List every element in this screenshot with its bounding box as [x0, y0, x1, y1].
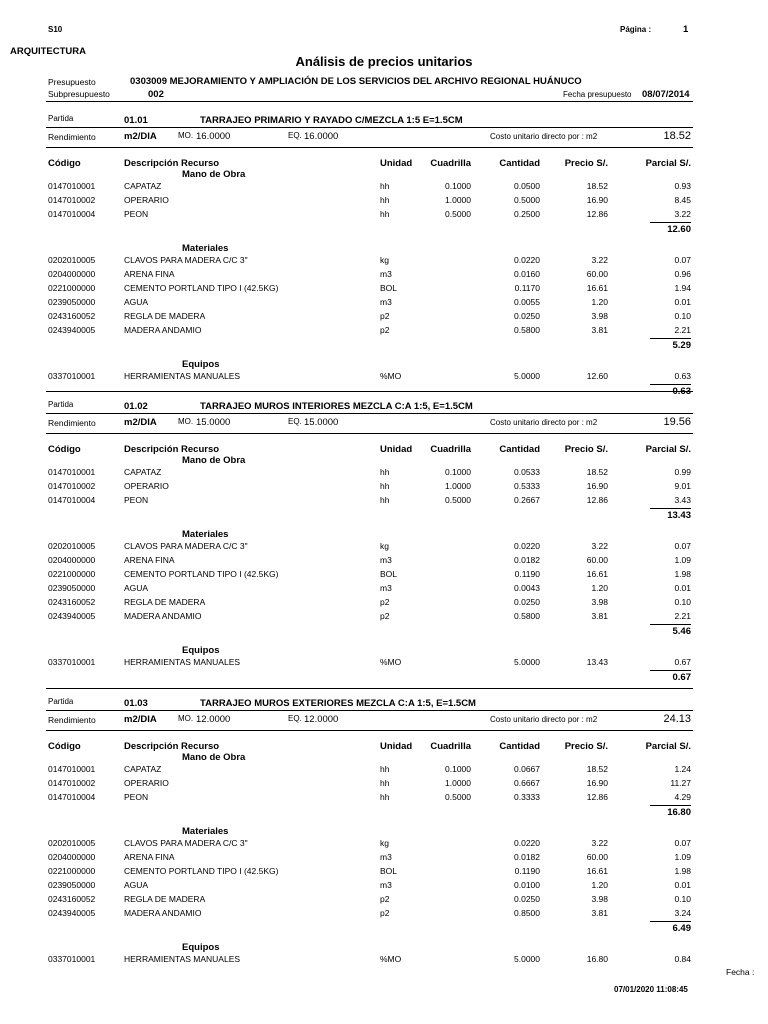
resource-unit: p2 [380, 611, 390, 621]
resource-code: 0204000000 [48, 852, 96, 862]
resource-parcial: 3.43 [674, 495, 691, 505]
col-header-descripcion: Descripción Recurso [124, 444, 220, 455]
resource-parcial: 0.93 [674, 181, 691, 191]
resource-precio: 18.52 [586, 181, 608, 191]
mano-de-obra-subtotal: 12.60 [667, 224, 691, 235]
print-timestamp: 07/01/2020 11:08:45 [614, 985, 688, 994]
resource-code: 0243940005 [48, 325, 96, 335]
resource-code: 0337010001 [48, 657, 96, 667]
costo-unitario-label: Costo unitario directo por : m2 [490, 132, 598, 141]
col-header-cuadrilla: Cuadrilla [430, 444, 471, 455]
fecha-presupuesto-value: 08/07/2014 [642, 89, 690, 100]
resource-code: 0147010004 [48, 792, 96, 802]
costo-unitario-label: Costo unitario directo por : m2 [490, 715, 598, 724]
fecha-label: Fecha : [726, 967, 755, 977]
resource-precio: 3.81 [591, 908, 608, 918]
subpresupuesto-value: 002 [148, 89, 164, 100]
resource-parcial: 3.22 [674, 209, 691, 219]
resource-description: OPERARIO [124, 481, 169, 491]
resource-unit: hh [380, 495, 390, 505]
resource-unit: m3 [380, 555, 392, 565]
resource-cantidad: 0.5333 [514, 481, 540, 491]
resource-parcial: 0.07 [674, 255, 691, 265]
resource-description: CEMENTO PORTLAND TIPO I (42.5KG) [124, 569, 279, 579]
partida-code: 01.01 [124, 115, 148, 126]
presupuesto-label: Presupuesto [48, 77, 96, 87]
resource-precio: 12.86 [586, 792, 608, 802]
resource-parcial: 0.01 [674, 297, 691, 307]
resource-code: 0147010004 [48, 209, 96, 219]
resource-unit: p2 [380, 908, 390, 918]
resource-description: PEON [124, 495, 149, 505]
resource-precio: 3.81 [591, 611, 608, 621]
header-divider [46, 101, 693, 102]
eq-label: EQ. [288, 714, 302, 723]
resource-description: MADERA ANDAMIO [124, 908, 202, 918]
resource-cantidad: 5.0000 [514, 657, 540, 667]
col-header-parcial: Parcial S/. [645, 741, 691, 752]
resource-cantidad: 0.0220 [514, 838, 540, 848]
resource-unit: hh [380, 467, 390, 477]
resource-parcial: 1.24 [674, 764, 691, 774]
resource-cantidad: 0.0182 [514, 555, 540, 565]
resource-cantidad: 0.1190 [514, 866, 540, 876]
costo-unitario-label: Costo unitario directo por : m2 [490, 418, 598, 427]
resource-unit: hh [380, 778, 390, 788]
resource-precio: 13.43 [586, 657, 608, 667]
col-header-codigo: Código [48, 444, 81, 455]
resource-code: 0147010001 [48, 467, 96, 477]
resource-precio: 1.20 [591, 880, 608, 890]
resource-parcial: 0.07 [674, 838, 691, 848]
resource-code: 0202010005 [48, 838, 96, 848]
resource-code: 0202010005 [48, 541, 96, 551]
resource-parcial: 1.09 [674, 555, 691, 565]
resource-unit: hh [380, 481, 390, 491]
resource-precio: 3.98 [591, 311, 608, 321]
resource-parcial: 4.29 [674, 792, 691, 802]
mano-de-obra-total-line [650, 508, 691, 509]
materiales-heading: Materiales [182, 529, 229, 540]
resource-description: PEON [124, 792, 149, 802]
page-label: Página : [620, 25, 652, 34]
resource-unit: BOL [380, 283, 398, 293]
resource-precio: 16.90 [586, 195, 608, 205]
eq-value: 15.0000 [304, 417, 339, 428]
col-header-precio: Precio S/. [564, 444, 608, 455]
resource-cantidad: 0.3333 [514, 792, 540, 802]
resource-unit: %MO [380, 657, 402, 667]
resource-cantidad: 0.0250 [514, 894, 540, 904]
resource-code: 0243940005 [48, 611, 96, 621]
resource-parcial: 0.99 [674, 467, 691, 477]
resource-code: 0337010001 [48, 954, 96, 964]
fecha-presupuesto-label: Fecha presupuesto [563, 90, 632, 99]
resource-unit: BOL [380, 866, 398, 876]
resource-parcial: 1.09 [674, 852, 691, 862]
rendimiento-label: Rendimiento [48, 715, 96, 725]
resource-unit: hh [380, 209, 390, 219]
costo-unitario-value: 18.52 [663, 130, 691, 142]
resource-cuadrilla: 0.1000 [445, 181, 471, 191]
section-end-divider [46, 688, 693, 689]
resource-cantidad: 0.0533 [514, 467, 540, 477]
resource-description: AGUA [124, 880, 149, 890]
resource-description: CAPATAZ [124, 181, 162, 191]
materiales-total-line [650, 921, 691, 922]
resource-cantidad: 0.0500 [514, 181, 540, 191]
resource-cantidad: 0.1190 [514, 569, 540, 579]
resource-code: 0239050000 [48, 880, 96, 890]
resource-precio: 3.22 [591, 541, 608, 551]
rendimiento-label: Rendimiento [48, 418, 96, 428]
resource-cantidad: 0.8500 [514, 908, 540, 918]
materiales-subtotal: 6.49 [672, 923, 691, 934]
resource-cantidad: 0.0055 [514, 297, 540, 307]
resource-code: 0147010002 [48, 195, 96, 205]
resource-cantidad: 0.0100 [514, 880, 540, 890]
resource-cantidad: 0.6667 [514, 778, 540, 788]
column-header-divider [46, 433, 693, 434]
resource-parcial: 0.63 [674, 371, 691, 381]
resource-description: MADERA ANDAMIO [124, 325, 202, 335]
col-header-descripcion: Descripción Recurso [124, 158, 220, 169]
resource-cantidad: 0.2667 [514, 495, 540, 505]
resource-parcial: 0.67 [674, 657, 691, 667]
resource-description: HERRAMIENTAS MANUALES [124, 954, 241, 964]
mo-label: MO. [178, 714, 194, 723]
resource-precio: 12.86 [586, 495, 608, 505]
mano-de-obra-total-line [650, 222, 691, 223]
resource-parcial: 9.01 [674, 481, 691, 491]
resource-parcial: 3.24 [674, 908, 691, 918]
rendimiento-unit: m2/DIA [124, 714, 157, 725]
resource-cantidad: 0.0160 [514, 269, 540, 279]
presupuesto-value: 0303009 MEJORAMIENTO Y AMPLIACIÓN DE LOS SERVICIOS DEL ARCHIVO REGIONAL HUÁNUCO [130, 76, 582, 87]
resource-parcial: 2.21 [674, 611, 691, 621]
resource-parcial: 0.01 [674, 583, 691, 593]
materiales-total-line [650, 624, 691, 625]
resource-unit: p2 [380, 311, 390, 321]
section-end-divider [46, 391, 693, 392]
resource-description: OPERARIO [124, 778, 169, 788]
resource-description: OPERARIO [124, 195, 169, 205]
section-title: ARQUITECTURA [10, 46, 86, 57]
eq-label: EQ. [288, 417, 302, 426]
resource-parcial: 0.01 [674, 880, 691, 890]
col-header-descripcion: Descripción Recurso [124, 741, 220, 752]
resource-description: REGLA DE MADERA [124, 894, 206, 904]
mo-value: 15.0000 [196, 417, 231, 428]
equipos-total-line [650, 670, 691, 671]
resource-description: ARENA FINA [124, 555, 175, 565]
col-header-codigo: Código [48, 158, 81, 169]
equipos-heading: Equipos [182, 645, 220, 656]
eq-value: 12.0000 [304, 714, 339, 725]
resource-cuadrilla: 1.0000 [445, 481, 471, 491]
resource-precio: 60.00 [586, 555, 608, 565]
col-header-precio: Precio S/. [564, 741, 608, 752]
resource-parcial: 0.10 [674, 894, 691, 904]
resource-cantidad: 0.2500 [514, 209, 540, 219]
resource-parcial: 0.10 [674, 597, 691, 607]
resource-unit: kg [380, 838, 389, 848]
resource-parcial: 0.96 [674, 269, 691, 279]
resource-unit: kg [380, 255, 389, 265]
mano-de-obra-subtotal: 16.80 [667, 807, 691, 818]
resource-precio: 16.61 [586, 569, 608, 579]
resource-code: 0221000000 [48, 569, 96, 579]
resource-description: REGLA DE MADERA [124, 311, 206, 321]
resource-parcial: 0.10 [674, 311, 691, 321]
page-title: Análisis de precios unitarios [295, 54, 473, 69]
resource-unit: hh [380, 764, 390, 774]
resource-unit: p2 [380, 894, 390, 904]
eq-label: EQ. [288, 131, 302, 140]
resource-cantidad: 0.5800 [514, 611, 540, 621]
column-header-divider [46, 730, 693, 731]
resource-description: REGLA DE MADERA [124, 597, 206, 607]
resource-unit: p2 [380, 325, 390, 335]
mo-label: MO. [178, 417, 194, 426]
equipos-subtotal: 0.63 [672, 386, 691, 397]
resource-cantidad: 0.0250 [514, 311, 540, 321]
resource-precio: 3.98 [591, 894, 608, 904]
resource-precio: 16.90 [586, 778, 608, 788]
resource-code: 0221000000 [48, 866, 96, 876]
rendimiento-unit: m2/DIA [124, 131, 157, 142]
partida-divider [46, 413, 693, 414]
materiales-subtotal: 5.46 [672, 626, 691, 637]
resource-precio: 60.00 [586, 269, 608, 279]
system-code: S10 [48, 25, 63, 34]
resource-parcial: 0.07 [674, 541, 691, 551]
resource-precio: 18.52 [586, 764, 608, 774]
resource-code: 0147010002 [48, 481, 96, 491]
resource-code: 0202010005 [48, 255, 96, 265]
col-header-cantidad: Cantidad [499, 444, 540, 455]
resource-parcial: 0.84 [674, 954, 691, 964]
materiales-total-line [650, 338, 691, 339]
resource-code: 0243160052 [48, 311, 96, 321]
resource-code: 0239050000 [48, 297, 96, 307]
resource-code: 0204000000 [48, 269, 96, 279]
partida-code: 01.02 [124, 401, 148, 412]
resource-code: 0147010002 [48, 778, 96, 788]
resource-cuadrilla: 0.5000 [445, 495, 471, 505]
mo-label: MO. [178, 131, 194, 140]
mano-de-obra-total-line [650, 805, 691, 806]
resource-description: CEMENTO PORTLAND TIPO I (42.5KG) [124, 866, 279, 876]
partida-name: TARRAJEO MUROS INTERIORES MEZCLA C:A 1:5, E=1.5CM [200, 401, 473, 412]
resource-cuadrilla: 0.1000 [445, 764, 471, 774]
resource-cuadrilla: 0.5000 [445, 792, 471, 802]
resource-unit: hh [380, 792, 390, 802]
col-header-unidad: Unidad [380, 158, 413, 169]
col-header-cantidad: Cantidad [499, 741, 540, 752]
resource-cuadrilla: 1.0000 [445, 778, 471, 788]
resource-unit: m3 [380, 852, 392, 862]
resource-cantidad: 0.0667 [514, 764, 540, 774]
resource-code: 0337010001 [48, 371, 96, 381]
resource-precio: 18.52 [586, 467, 608, 477]
resource-unit: m3 [380, 583, 392, 593]
resource-unit: m3 [380, 880, 392, 890]
resource-description: AGUA [124, 583, 149, 593]
resource-unit: hh [380, 195, 390, 205]
resource-precio: 3.81 [591, 325, 608, 335]
resource-cuadrilla: 1.0000 [445, 195, 471, 205]
equipos-heading: Equipos [182, 359, 220, 370]
resource-cantidad: 0.0043 [514, 583, 540, 593]
resource-precio: 16.61 [586, 283, 608, 293]
resource-code: 0243160052 [48, 894, 96, 904]
rendimiento-label: Rendimiento [48, 132, 96, 142]
resource-parcial: 1.94 [674, 283, 691, 293]
resource-description: MADERA ANDAMIO [124, 611, 202, 621]
resource-precio: 12.86 [586, 209, 608, 219]
col-header-codigo: Código [48, 741, 81, 752]
resource-cantidad: 0.0182 [514, 852, 540, 862]
resource-precio: 3.22 [591, 838, 608, 848]
mo-value: 16.0000 [196, 131, 231, 142]
resource-cuadrilla: 0.5000 [445, 209, 471, 219]
resource-precio: 3.98 [591, 597, 608, 607]
materiales-heading: Materiales [182, 243, 229, 254]
materiales-subtotal: 5.29 [672, 340, 691, 351]
page-number: 1 [683, 24, 689, 35]
resource-description: ARENA FINA [124, 269, 175, 279]
col-header-cuadrilla: Cuadrilla [430, 158, 471, 169]
equipos-total-line [650, 384, 691, 385]
resource-unit: m3 [380, 297, 392, 307]
col-header-parcial: Parcial S/. [645, 158, 691, 169]
partida-name: TARRAJEO PRIMARIO Y RAYADO C/MEZCLA 1:5 E=1.5CM [200, 115, 463, 126]
resource-precio: 16.80 [586, 954, 608, 964]
partida-divider [46, 127, 693, 128]
col-header-cantidad: Cantidad [499, 158, 540, 169]
equipos-heading: Equipos [182, 942, 220, 953]
subpresupuesto-label: Subpresupuesto [48, 89, 110, 99]
resource-unit: %MO [380, 954, 402, 964]
resource-description: CEMENTO PORTLAND TIPO I (42.5KG) [124, 283, 279, 293]
resource-precio: 16.90 [586, 481, 608, 491]
col-header-unidad: Unidad [380, 444, 413, 455]
resource-unit: p2 [380, 597, 390, 607]
partida-label: Partida [48, 114, 74, 123]
resource-cantidad: 5.0000 [514, 371, 540, 381]
resource-precio: 1.20 [591, 297, 608, 307]
resource-code: 0147010004 [48, 495, 96, 505]
resource-cantidad: 5.0000 [514, 954, 540, 964]
resource-description: AGUA [124, 297, 149, 307]
resource-description: CAPATAZ [124, 467, 162, 477]
resource-parcial: 1.98 [674, 866, 691, 876]
resource-code: 0243160052 [48, 597, 96, 607]
partida-label: Partida [48, 400, 74, 409]
materiales-heading: Materiales [182, 826, 229, 837]
resource-unit: hh [380, 181, 390, 191]
resource-description: CLAVOS PARA MADERA C/C 3" [124, 838, 248, 848]
resource-cantidad: 0.1170 [514, 283, 540, 293]
resource-cantidad: 0.0220 [514, 255, 540, 265]
mano-de-obra-subtotal: 13.43 [667, 510, 691, 521]
resource-code: 0243940005 [48, 908, 96, 918]
col-header-unidad: Unidad [380, 741, 413, 752]
partida-divider [46, 710, 693, 711]
costo-unitario-value: 19.56 [663, 416, 691, 428]
equipos-subtotal: 0.67 [672, 672, 691, 683]
resource-precio: 3.22 [591, 255, 608, 265]
rendimiento-unit: m2/DIA [124, 417, 157, 428]
resource-cantidad: 0.5000 [514, 195, 540, 205]
resource-description: CLAVOS PARA MADERA C/C 3" [124, 255, 248, 265]
resource-cuadrilla: 0.1000 [445, 467, 471, 477]
resource-precio: 60.00 [586, 852, 608, 862]
partida-code: 01.03 [124, 698, 148, 709]
costo-unitario-value: 24.13 [663, 713, 691, 725]
col-header-precio: Precio S/. [564, 158, 608, 169]
partida-name: TARRAJEO MUROS EXTERIORES MEZCLA C:A 1:5, E=1.5CM [200, 698, 476, 709]
resource-description: CAPATAZ [124, 764, 162, 774]
resource-description: ARENA FINA [124, 852, 175, 862]
resource-precio: 1.20 [591, 583, 608, 593]
resource-parcial: 8.45 [674, 195, 691, 205]
resource-description: HERRAMIENTAS MANUALES [124, 371, 241, 381]
resource-code: 0221000000 [48, 283, 96, 293]
resource-unit: %MO [380, 371, 402, 381]
resource-unit: BOL [380, 569, 398, 579]
col-header-cuadrilla: Cuadrilla [430, 741, 471, 752]
resource-precio: 16.61 [586, 866, 608, 876]
resource-code: 0204000000 [48, 555, 96, 565]
mano-de-obra-heading: Mano de Obra [182, 752, 246, 763]
resource-parcial: 11.27 [670, 778, 691, 788]
resource-unit: kg [380, 541, 389, 551]
resource-code: 0147010001 [48, 764, 96, 774]
resource-code: 0239050000 [48, 583, 96, 593]
resource-parcial: 1.98 [674, 569, 691, 579]
mo-value: 12.0000 [196, 714, 231, 725]
resource-parcial: 2.21 [674, 325, 691, 335]
resource-unit: m3 [380, 269, 392, 279]
mano-de-obra-heading: Mano de Obra [182, 169, 246, 180]
partida-label: Partida [48, 697, 74, 706]
resource-cantidad: 0.0250 [514, 597, 540, 607]
mano-de-obra-heading: Mano de Obra [182, 455, 246, 466]
resource-description: HERRAMIENTAS MANUALES [124, 657, 241, 667]
resource-cantidad: 0.0220 [514, 541, 540, 551]
col-header-parcial: Parcial S/. [645, 444, 691, 455]
resource-cantidad: 0.5800 [514, 325, 540, 335]
eq-value: 16.0000 [304, 131, 339, 142]
column-header-divider [46, 147, 693, 148]
resource-description: PEON [124, 209, 149, 219]
resource-code: 0147010001 [48, 181, 96, 191]
resource-description: CLAVOS PARA MADERA C/C 3" [124, 541, 248, 551]
resource-precio: 12.60 [586, 371, 608, 381]
